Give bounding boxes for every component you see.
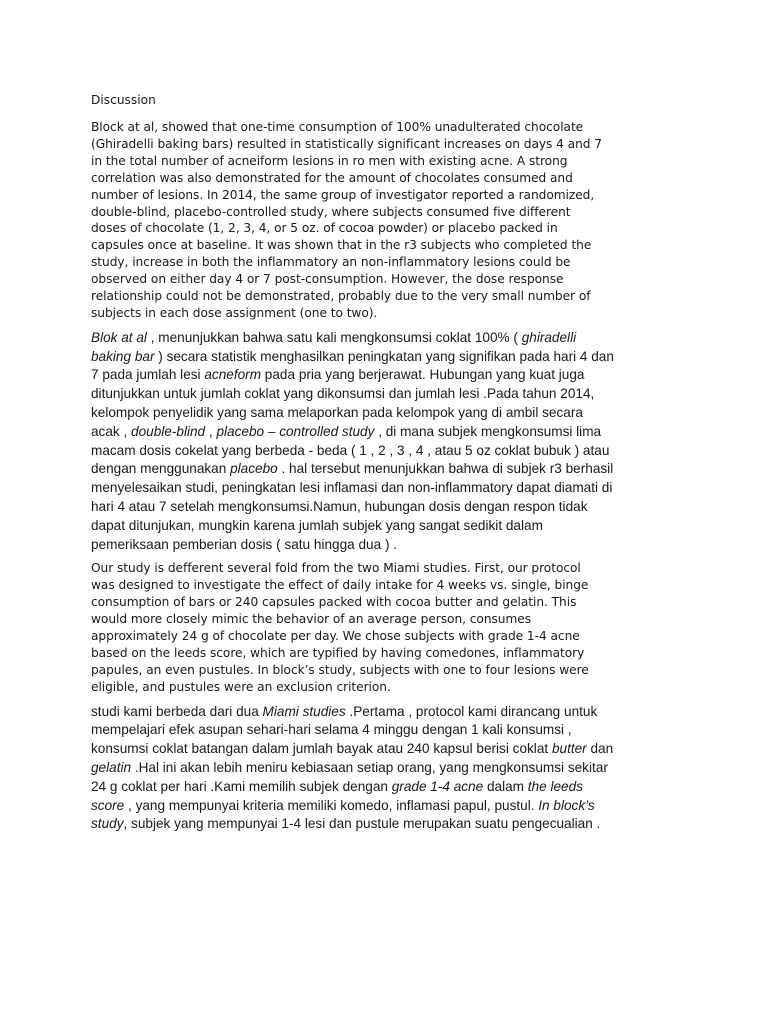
- text-line: [91, 517, 681, 536]
- text-run: kelompok penyelidik yang sama melaporkan pada kelompok yang di ambil secara: [91, 405, 583, 421]
- text-line: [91, 460, 681, 479]
- text-line: [91, 237, 681, 254]
- text-run: macam dosis cokelat yang berbeda - beda ( 1 , 2 , 3 , 4 , atau 5 oz coklat bubuk ) atau: [91, 442, 610, 458]
- text-run: Block at al, showed that one-time consumption of 100% unadulterated chocolate: [91, 120, 584, 134]
- text-line: [91, 740, 681, 759]
- italic-run: Blok at al: [91, 329, 147, 345]
- text-run: capsules once at baseline. It was shown that in the r3 subjects who completed the: [91, 238, 592, 253]
- text-run: would more closely mimic the behavior of an average person, consumes: [91, 612, 532, 627]
- text-line: [91, 329, 681, 348]
- text-line: [91, 560, 681, 577]
- italic-run: baking bar: [91, 348, 155, 364]
- text-run: , menunjukkan bahwa satu kali mengkonsumsi coklat 100% (: [146, 329, 522, 345]
- text-line: [91, 305, 681, 322]
- italic-run: placebo: [230, 461, 278, 477]
- text-line: [91, 594, 681, 611]
- text-line: [91, 348, 681, 367]
- text-run: was designed to investigate the effect of daily intake for 4 weeks vs. single, binge: [91, 578, 589, 593]
- text-line: [91, 815, 681, 834]
- text-run: , subjek yang mempunyai 1-4 lesi dan pustule merupakan suatu pengecualian .: [123, 816, 601, 832]
- text-line: [91, 385, 681, 404]
- text-line: [91, 404, 681, 423]
- document-page: [91, 92, 681, 840]
- italic-run: In block’s: [538, 797, 595, 813]
- text-run: 24 g coklat per hari .Kami memilih subjek dengan: [91, 778, 392, 794]
- text-run: correlation was also demonstrated for the amount of chocolates consumed and: [91, 170, 573, 185]
- text-run: papules, an even pustules. In block’s study, subjects with one to four lesions were: [91, 662, 589, 677]
- text-line: [91, 204, 681, 221]
- text-line: [91, 119, 681, 136]
- paragraph-2-indonesian: [91, 329, 681, 555]
- text-run: dalam: [483, 778, 528, 794]
- italic-run: Miami studies: [262, 703, 346, 719]
- text-line: [91, 153, 681, 170]
- text-run: ) secara statistik menghasilkan peningkatan yang signifikan pada hari 4 dan: [154, 348, 614, 364]
- text-run: subjects in each dose assignment (one to two).: [91, 305, 378, 320]
- text-run: ,: [205, 423, 217, 439]
- text-run: relationship could not be demonstrated, probably due to the very small number of: [91, 289, 591, 304]
- italic-run: the leeds: [527, 778, 583, 794]
- document-body: [91, 119, 681, 834]
- text-run: pada pria yang berjerawat. Hubungan yang kuat juga: [261, 367, 585, 383]
- paragraph-4-indonesian: [91, 703, 681, 835]
- italic-run: score: [91, 797, 125, 813]
- text-line: [91, 703, 681, 722]
- italic-run: gelatin: [91, 760, 132, 776]
- text-line: [91, 271, 681, 288]
- text-line: [91, 577, 681, 594]
- text-run: ditunjukkan untuk jumlah coklat yang dikonsumsi dan jumlah lesi .Pada tahun 2014,: [91, 386, 595, 402]
- italic-run: butter: [551, 741, 587, 757]
- text-run: pemeriksaan pemberian dosis ( satu hingga dua ) .: [91, 536, 398, 552]
- text-run: doses of chocolate (1, 2, 3, 4, or 5 oz. of cocoa powder) or placebo packed in: [91, 221, 558, 236]
- text-line: [91, 366, 681, 385]
- text-run: approximately 24 g of chocolate per day. We chose subjects with grade 1-4 acne: [91, 629, 580, 644]
- section-heading: Discussion: [91, 93, 156, 107]
- italic-run: double-blind: [131, 423, 206, 439]
- text-run: eligible, and pustules were an exclusion criterion.: [91, 679, 391, 694]
- text-run: study, increase in both the inflammatory an non-inflammatory lesions could be: [91, 255, 571, 270]
- text-run: double-blind, placebo-controlled study, where subjects consumed five different: [91, 204, 571, 219]
- text-run: menyelesaikan studi, peningkatan lesi inflamasi dan non-inflammatory dapat diamati di: [91, 480, 613, 496]
- text-run: consumption of bars or 240 capsules packed with cocoa butter and gelatin. This: [91, 595, 577, 610]
- text-run: acak ,: [91, 423, 132, 439]
- italic-run: acneform: [204, 367, 262, 383]
- text-line: [91, 423, 681, 442]
- text-run: mempelajari efek asupan sehari-hari selama 4 minggu dengan 1 kali konsumsi ,: [91, 722, 572, 738]
- text-line: [91, 536, 681, 555]
- text-run: number of lesions. In 2014, the same group of investigator reported a randomized,: [91, 187, 595, 202]
- text-line: [91, 498, 681, 517]
- text-run: studi kami berbeda dari dua: [91, 703, 263, 719]
- text-run: dengan menggunakan: [91, 461, 231, 477]
- text-line: [91, 288, 681, 305]
- paragraph-1-english: [91, 119, 681, 322]
- text-line: [91, 721, 681, 740]
- text-line: [91, 611, 681, 628]
- text-run: hari 4 atau 7 setelah mengkonsumsi.Namun, hubungan dosis dengan respon tidak: [91, 499, 588, 515]
- text-line: [91, 442, 681, 461]
- text-run: (Ghiradelli baking bars) resulted in statistically significant increases on days 4 and 7: [91, 136, 602, 151]
- text-line: [91, 254, 681, 271]
- text-run: , di mana subjek mengkonsumsi lima: [374, 423, 602, 439]
- text-line: [91, 679, 681, 696]
- text-run: .Pertama , protocol kami dirancang untuk: [345, 703, 598, 719]
- text-run: Our study is defferent several fold from the two Miami studies. First, our protocol: [91, 561, 581, 576]
- italic-run: placebo – controlled study: [216, 423, 375, 439]
- text-line: [91, 170, 681, 187]
- text-line: [91, 628, 681, 645]
- text-line: [91, 759, 681, 778]
- italic-run: ghiradelli: [521, 329, 577, 345]
- text-run: based on the leeds score, which are typified by having comedones, inflammatory: [91, 645, 585, 660]
- text-run: dan: [586, 741, 614, 757]
- text-run: .Hal ini akan lebih meniru kebiasaan setiap orang, yang mengkonsumsi sekitar: [131, 760, 608, 776]
- text-run: 7 pada jumlah lesi: [91, 367, 205, 383]
- text-run: dapat ditunjukan, mungkin karena jumlah subjek yang sangat sedikit dalam: [91, 517, 543, 533]
- text-line: [91, 662, 681, 679]
- italic-run: study: [91, 816, 124, 832]
- paragraph-3-english: [91, 560, 681, 695]
- text-run: , yang mempunyai kriteria memiliki komedo, inflamasi papul, pustul.: [124, 797, 539, 813]
- text-run: . hal tersebut menunjukkan bahwa di subjek r3 berhasil: [277, 461, 614, 477]
- text-line: [91, 797, 681, 816]
- text-line: [91, 136, 681, 153]
- text-line: [91, 645, 681, 662]
- text-run: konsumsi coklat batangan dalam jumlah bayak atau 240 kapsul berisi coklat: [91, 741, 552, 757]
- italic-run: grade 1-4 acne: [391, 778, 484, 794]
- text-line: [91, 479, 681, 498]
- text-line: [91, 778, 681, 797]
- text-run: observed on either day 4 or 7 post-consumption. However, the dose response: [91, 272, 564, 287]
- text-run: in the total number of acneiform lesions in ro men with existing acne. A strong: [91, 153, 568, 168]
- text-line: [91, 187, 681, 204]
- text-line: [91, 220, 681, 237]
